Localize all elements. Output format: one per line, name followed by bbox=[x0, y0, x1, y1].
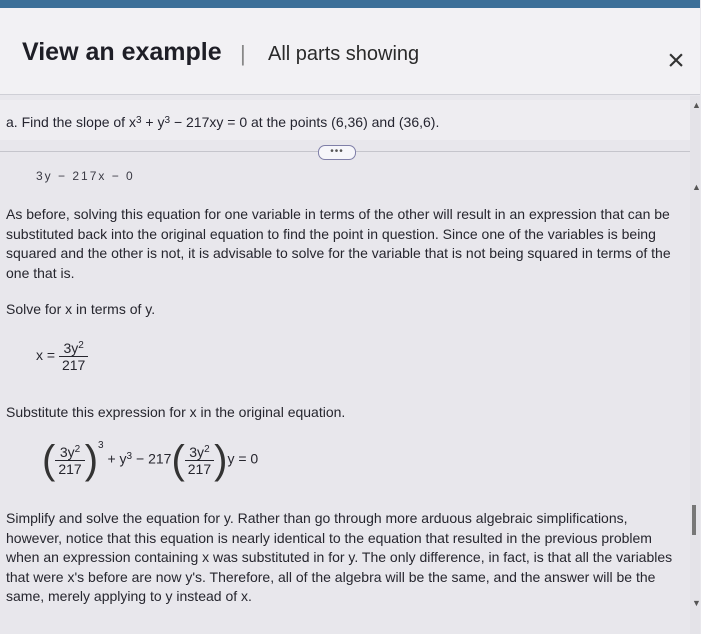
cutoff-equation: 3y − 217x − 0 bbox=[36, 169, 135, 183]
question-text: a. Find the slope of $x^3 + y^3 - 217xy = 0$ at the points (6,36) and (36,6). bbox=[6, 114, 440, 130]
close-button[interactable]: × bbox=[667, 44, 685, 77]
expand-previous-button[interactable]: ••• bbox=[318, 145, 356, 160]
eq2-fraction-1: $\frac{3y^2}{217}$ bbox=[55, 444, 84, 477]
top-accent-bar bbox=[0, 0, 700, 8]
solve-for-x-instruction: Solve for x in terms of y. bbox=[6, 301, 156, 317]
dialog-header bbox=[0, 8, 700, 95]
divider-left bbox=[0, 151, 318, 152]
scroll-up-icon[interactable]: ▲ bbox=[692, 100, 701, 110]
scrollbar-track[interactable] bbox=[690, 96, 700, 634]
substituted-equation: ( $\frac{3y^2}{217}$ )$^3 + y^3 - 217$( $\frac{3y^2}{217}$ )y = 0 bbox=[42, 438, 259, 482]
explanation-paragraph-1: As before, solving this equation for one variable in terms of the other will result in an expression that can be substituted back into the original equation to find the point in question. Since one of the variables is being squared and the other is not, it is advisable to solve for the variable that is not being squared in terms of the one that is. bbox=[6, 206, 671, 281]
scroll-up-icon-lower[interactable]: ▲ bbox=[692, 182, 701, 192]
parts-showing-label: All parts showing bbox=[268, 43, 420, 65]
title-separator: | bbox=[240, 41, 246, 66]
substitute-instruction: Substitute this expression for x in the original equation. bbox=[6, 404, 346, 420]
dialog-title: View an example bbox=[22, 38, 222, 66]
scroll-down-icon[interactable]: ▼ bbox=[692, 598, 701, 608]
eq1-lhs: x = bbox=[36, 347, 56, 364]
eq1-fraction: $\frac{3y^2}{217}$ bbox=[59, 340, 88, 373]
eq2-fraction-2: $\frac{3y^2}{217}$ bbox=[185, 444, 214, 477]
divider-right bbox=[356, 151, 690, 152]
scrollbar-thumb[interactable] bbox=[692, 505, 696, 535]
simplify-paragraph: Simplify and solve the equation for y. Rather than go through more arduous algebraic simplifications, however, notice that this equation is nearly identical to the equation that resulted in the previous problem when an expression containing x was substituted in for y. The only difference, in fact, is that all the variables that were x's before are now y's. Therefore, all of the algebra will be the same, and the answer will be the same, merely applying to y instead of x. bbox=[6, 510, 673, 604]
question-prompt bbox=[0, 100, 700, 140]
equation-x-in-terms-of-y bbox=[36, 340, 88, 373]
